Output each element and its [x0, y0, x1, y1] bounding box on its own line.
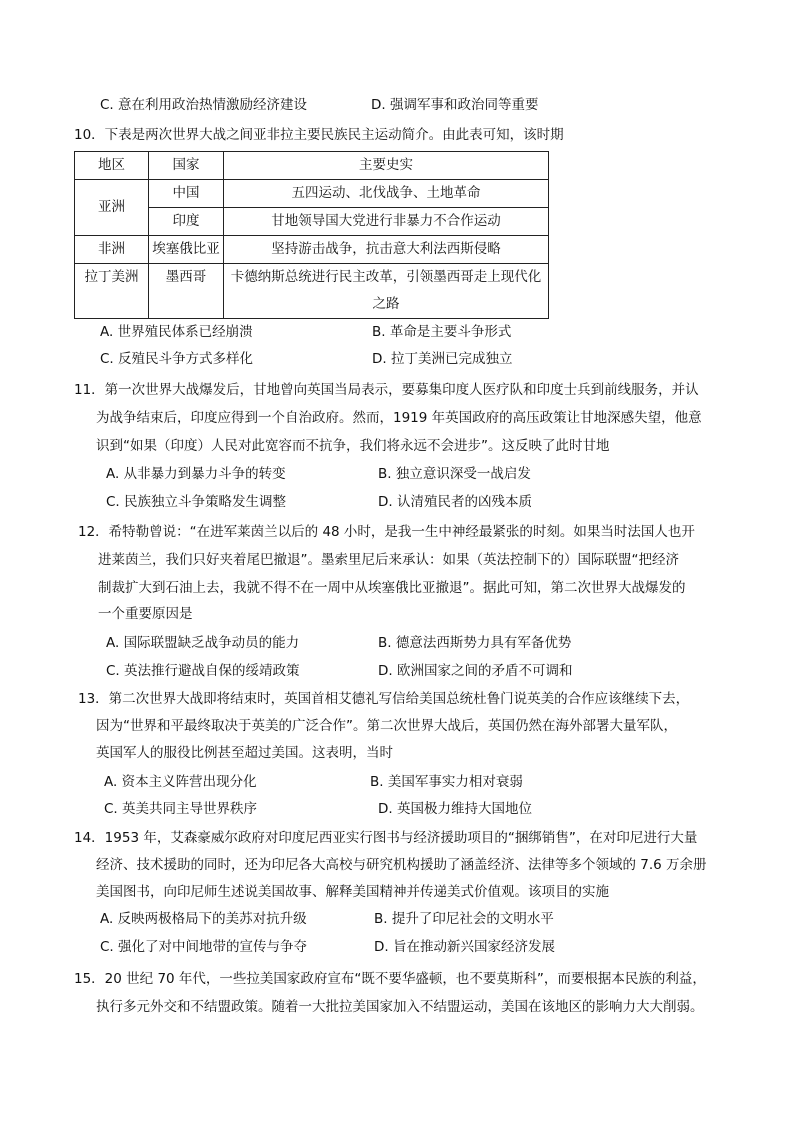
table-row	[75, 236, 549, 264]
q12-option-d: D. 欧洲国家之间的矛盾不可调和	[378, 663, 573, 679]
q9-option-d: D. 强调军事和政治同等重要	[371, 97, 539, 113]
table-cell-country: 印度	[149, 208, 224, 236]
q13-stem-line: 英国军人的服役比例甚至超过美国。这表明，当时	[96, 745, 393, 761]
table-cell-region: 拉丁美洲	[75, 264, 149, 319]
table-cell-country: 埃塞俄比亚	[149, 236, 224, 264]
q15-stem-line: 15．20 世纪 70 年代，一些拉美国家政府宣布“既不要华盛顿，也不要莫斯科”，而要根据本民族的利益，	[74, 971, 706, 987]
table-header-row	[75, 152, 549, 180]
q15-stem-line: 执行多元外交和不结盟政策。随着一大批拉美国家加入不结盟运动，美国在该地区的影响力大大削弱。	[96, 999, 704, 1015]
q14-option-d: D. 旨在推动新兴国家经济发展	[374, 939, 555, 955]
q14-stem-line: 14．1953 年，艾森豪威尔政府对印度尼西亚实行图书与经济援助项目的“捆绑销售”，在对印尼进行大量	[74, 830, 698, 846]
table-cell-region: 亚洲	[75, 180, 149, 236]
q12-stem-line: 一个重要原因是	[98, 606, 193, 622]
q10-stem: 10．下表是两次世界大战之间亚非拉主要民族民主运动简介。由此表可知，该时期	[74, 127, 564, 143]
q13-option-b: B. 美国军事实力相对衰弱	[370, 774, 523, 790]
table-header: 主要史实	[224, 152, 549, 180]
q12-stem-line: 12．希特勒曾说：“在进军莱茵兰以后的 48 小时，是我一生中神经最紧张的时刻。如果当时法国人也开	[78, 524, 695, 540]
table-cell-fact: 五四运动、北伐战争、土地革命	[224, 180, 549, 208]
table-cell-fact: 坚持游击战争，抗击意大利法西斯侵略	[224, 236, 549, 264]
table-row	[75, 264, 549, 319]
table-cell-country: 墨西哥	[149, 264, 224, 319]
q10-option-c: C. 反殖民斗争方式多样化	[100, 351, 254, 367]
table-cell-country: 中国	[149, 180, 224, 208]
q14-option-b: B. 提升了印尼社会的文明水平	[374, 911, 554, 927]
q12-stem-line: 制裁扩大到石油上去，我就不得不在一周中从埃塞俄比亚撤退”。据此可知，第二次世界大战爆发的	[98, 580, 686, 596]
q13-option-c: C. 英美共同主导世界秩序	[104, 801, 258, 817]
q10-option-a: A. 世界殖民体系已经崩溃	[100, 324, 253, 340]
table-header: 国家	[149, 152, 224, 180]
q11-stem-line: 识到“如果（印度）人民对此宽容而不抗争，我们将永远不会进步”。这反映了此时甘地	[96, 438, 610, 454]
q11-stem-line: 为战争结束后，印度应得到一个自治政府。然而，1919 年英国政府的高压政策让甘地深感失望，他意	[96, 410, 702, 426]
q13-stem-line: 因为“世界和平最终取决于英美的广泛合作”。第二次世界大战后，英国仍然在海外部署大量军队，	[96, 718, 677, 734]
q9-option-c: C. 意在利用政治热情激励经济建设	[100, 97, 308, 113]
q12-option-c: C. 英法推行避战自保的绥靖政策	[106, 663, 300, 679]
q13-stem-line: 13．第二次世界大战即将结束时，英国首相艾德礼写信给美国总统杜鲁门说英美的合作应该继续下去，	[78, 691, 690, 707]
table-cell-fact: 甘地领导国大党进行非暴力不合作运动	[224, 208, 549, 236]
q12-option-a: A. 国际联盟缺乏战争动员的能力	[106, 635, 300, 651]
q10-option-d: D. 拉丁美洲已完成独立	[372, 351, 513, 367]
table-cell-region: 非洲	[75, 236, 149, 264]
q11-option-c: C. 民族独立斗争策略发生调整	[106, 494, 287, 510]
q12-stem-line: 进莱茵兰，我们只好夹着尾巴撤退”。墨索里尼后来承认：如果（英法控制下的）国际联盟“把经济	[98, 552, 679, 568]
table-cell-fact-line: 卡德纳斯总统进行民主改革，引领墨西哥走上现代化	[230, 269, 542, 285]
q13-option-a: A. 资本主义阵营出现分化	[104, 774, 257, 790]
q14-stem-line: 美国图书，向印尼师生述说美国故事、解释美国精神并传递美式价值观。该项目的实施	[96, 884, 609, 900]
q11-option-b: B. 独立意识深受一战启发	[378, 466, 531, 482]
q11-option-d: D. 认清殖民者的凶残本质	[378, 494, 532, 510]
table-cell-fact-line: 之路	[372, 296, 400, 312]
q10-option-b: B. 革命是主要斗争形式	[372, 324, 512, 340]
table-header: 地区	[75, 152, 149, 180]
q12-option-b: B. 德意法西斯势力具有军备优势	[378, 635, 572, 651]
table-row	[75, 180, 549, 208]
q14-stem-line: 经济、技术援助的同时，还为印尼各大高校与研究机构援助了涵盖经济、法律等多个领域的 7.6 万余册	[96, 857, 707, 873]
q11-option-a: A. 从非暴力到暴力斗争的转变	[106, 466, 286, 482]
table-cell-fact	[224, 264, 549, 319]
q14-option-a: A. 反映两极格局下的美苏对抗升级	[100, 911, 307, 927]
q10-table	[74, 151, 549, 319]
q14-option-c: C. 强化了对中间地带的宣传与争夺	[100, 939, 308, 955]
q11-stem-line: 11．第一次世界大战爆发后，甘地曾向英国当局表示，要募集印度人医疗队和印度士兵到前线服务，并认	[74, 382, 699, 398]
q13-option-d: D. 英国极力维持大国地位	[378, 801, 532, 817]
